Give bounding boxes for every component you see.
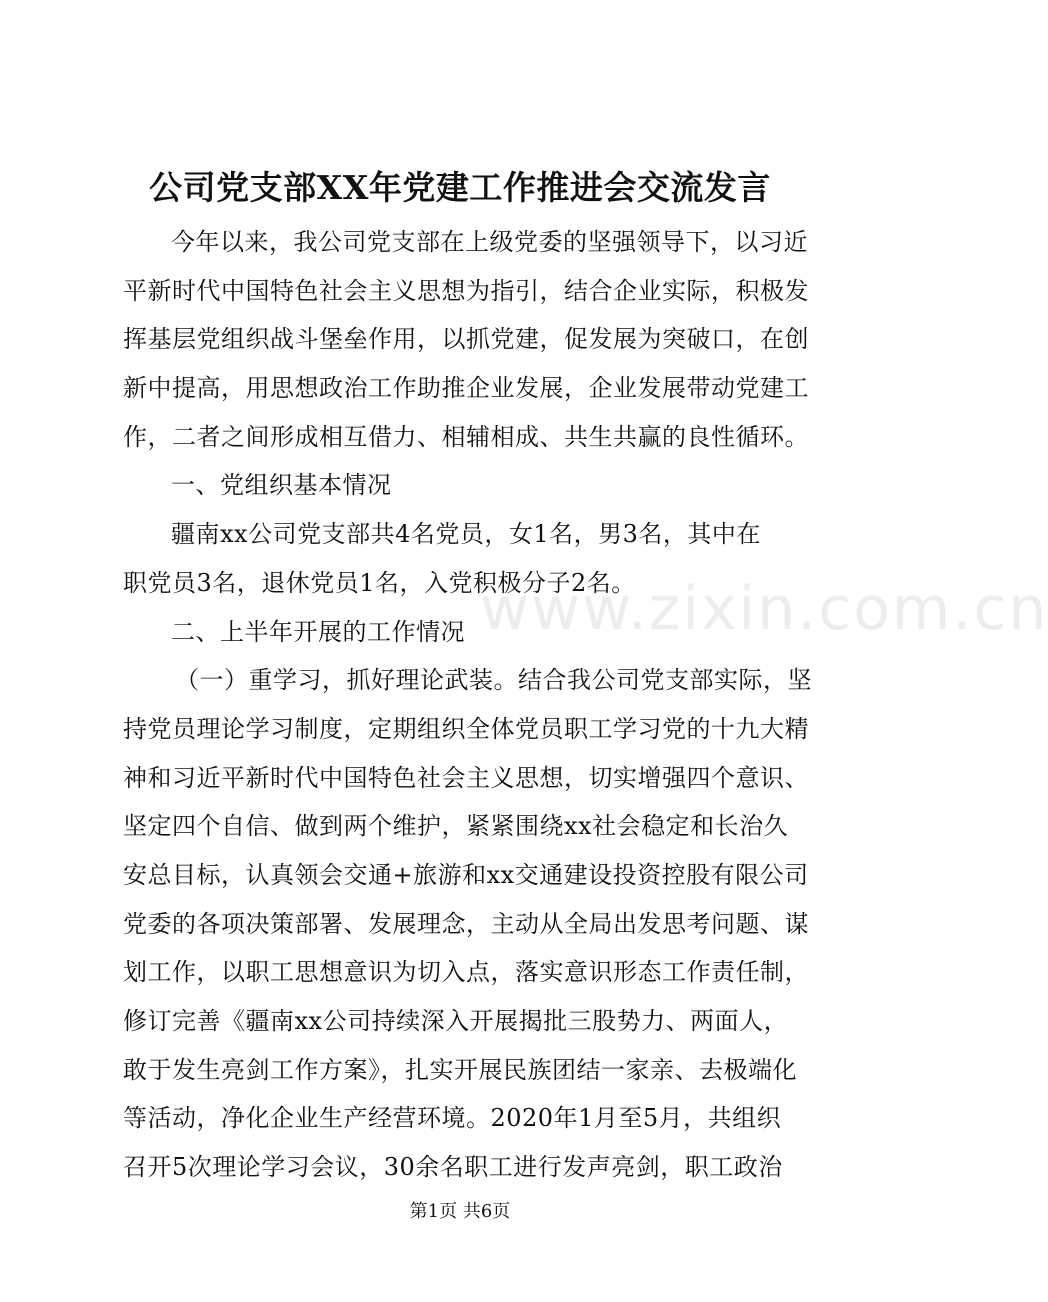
section-heading: 二、上半年开展的工作情况 [171, 617, 465, 646]
body-line: 划工作，以职工思想意识为切入点，落实意识形态工作责任制， [123, 958, 809, 987]
subsection-line: （一）重学习，抓好理论武装。结合我公司党支部实际，坚 [175, 666, 812, 695]
body-line: 等活动，净化企业生产经营环境。2020年1月至5月，共组织 [123, 1104, 782, 1133]
body-line: 挥基层党组织战斗堡垒作用，以抓党建，促发展为突破口，在创 [123, 325, 809, 354]
body-line: 平新时代中国特色社会主义思想为指引，结合企业实际，积极发 [123, 276, 809, 305]
body-line: 敢于发生亮剑工作方案》，扎实开展民族团结一家亲、去极端化 [123, 1055, 797, 1084]
body-line: 新中提高，用思想政治工作助推企业发展，企业发展带动党建工 [123, 374, 809, 403]
body-line: 党委的各项决策部署、发展理念，主动从全局出发思考问题、谋 [123, 909, 809, 938]
body-line: 作，二者之间形成相互借力、相辅相成、共生共赢的良性循环。 [123, 422, 809, 451]
body-line: 坚定四个自信、做到两个维护，紧紧围绕xx社会稳定和长治久 [123, 812, 789, 841]
watermark: www.zixin.com.cn [480, 574, 1048, 644]
body-line: 召开5次理论学习会议，30余名职工进行发声亮剑，职工政治 [123, 1153, 783, 1182]
body-line: 职党员3名，退休党员1名，入党积极分子2名。 [123, 568, 636, 597]
page-footer: 第1页 共6页 [409, 1201, 511, 1222]
document-title: 公司党支部XX年党建工作推进会交流发言 [149, 168, 771, 207]
body-line: 今年以来，我公司党支部在上级党委的坚强领导下，以习近 [171, 228, 808, 256]
document-body [123, 218, 813, 1192]
body-line: 疆南xx公司党支部共4名党员，女1名，男3名，其中在 [171, 520, 761, 549]
body-line: 安总目标，认真领会交通+旅游和xx交通建设投资控股有限公司 [123, 860, 809, 889]
section-heading: 一、党组织基本情况 [171, 471, 392, 500]
body-line: 神和习近平新时代中国特色社会主义思想，切实增强四个意识、 [123, 763, 809, 792]
body-line: 修订完善《疆南xx公司持续深入开展揭批三股势力、两面人， [123, 1007, 789, 1035]
body-line: 持党员理论学习制度，定期组织全体党员职工学习党的十九大精 [123, 714, 809, 743]
